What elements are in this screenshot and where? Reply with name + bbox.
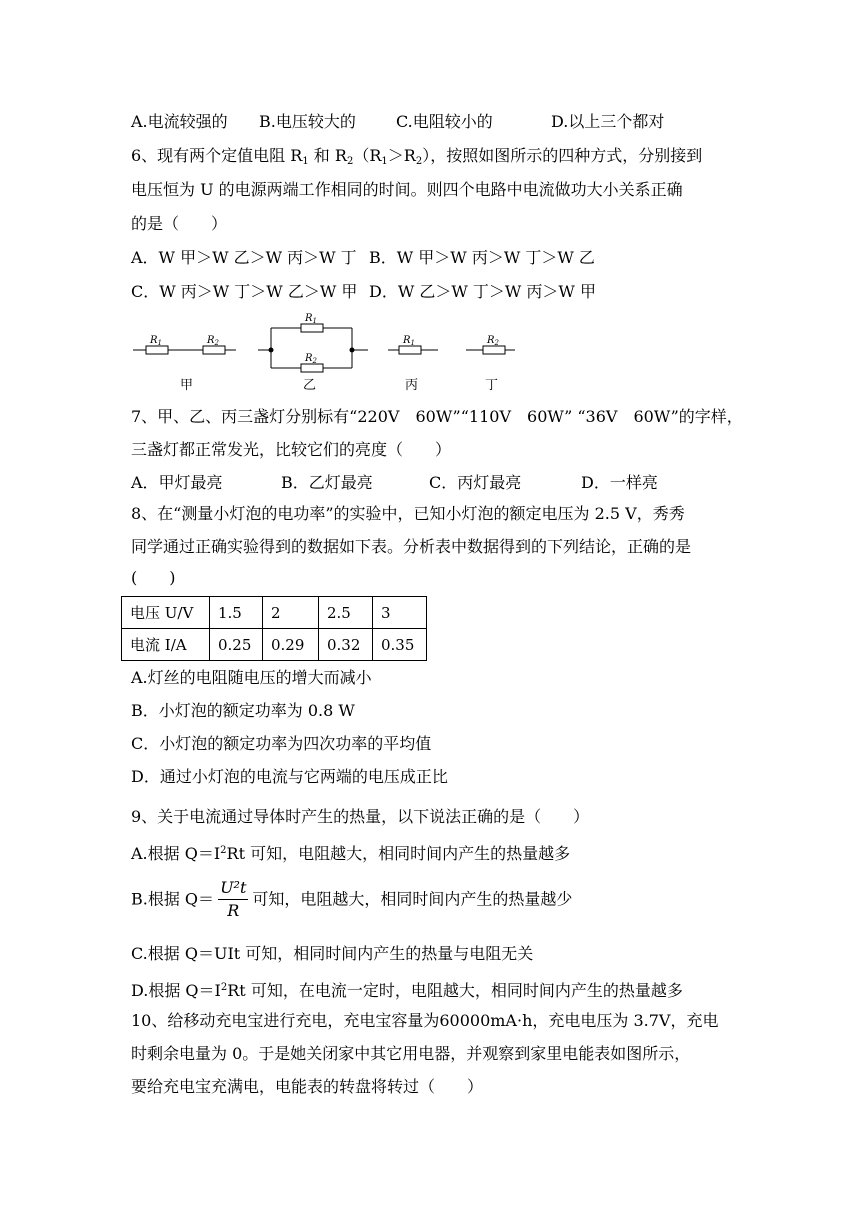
- q8-option-b: B．小灯泡的额定功率为 0.8 W: [131, 701, 355, 720]
- q7-option-d: D．一样亮: [581, 473, 658, 492]
- table-cell: 0.25: [210, 629, 263, 661]
- q9-option-b-post: 可知，电阻越大，相同时间内产生的热量越少: [252, 889, 573, 909]
- table-row: [122, 629, 427, 661]
- formula-fraction: [218, 877, 248, 922]
- q9-option-d-pre: D.根据 Q＝I: [131, 981, 221, 1000]
- q9-option-d: [131, 978, 683, 1001]
- q6-stem-line3: 的是（ ）: [131, 214, 228, 233]
- q6-text-c: （R: [353, 146, 382, 165]
- caption-jia: 甲: [180, 378, 194, 393]
- table-cell: 电流 I/A: [122, 629, 210, 661]
- q6-text-e: ），按照如图所示的四种方式，分别接到: [422, 146, 703, 165]
- data-table: [121, 596, 427, 661]
- q8-stem-line1: 8、在“测量小灯泡的电功率”的实验中，已知小灯泡的额定电压为 2.5 V，秀秀: [131, 504, 685, 523]
- table-cell: 2: [263, 597, 319, 629]
- label-r1-yi: $R_1$: [305, 313, 317, 325]
- q9-sup-2b: 2: [220, 982, 228, 993]
- q8-option-c: C．小灯泡的额定功率为四次功率的平均值: [131, 734, 432, 753]
- q9-option-b: [131, 877, 572, 922]
- q9-option-a: [131, 841, 570, 864]
- q6-text-a: 6、现有两个定值电阻 R: [131, 146, 303, 165]
- q6-sub-1: 1: [302, 156, 309, 167]
- table-cell: 3: [373, 597, 427, 629]
- q8-option-a: A.灯丝的电阻随电压的增大而减小: [131, 668, 372, 687]
- table-row: [122, 597, 427, 629]
- q7-option-a: A．甲灯最亮: [131, 473, 223, 492]
- q8-stem-line3: ( ): [131, 568, 176, 587]
- label-r1-bing: $R_1$: [403, 335, 415, 347]
- q9-option-a-pre: A.根据 Q＝I: [131, 844, 221, 863]
- q5-option-c: C.电阻较小的: [396, 112, 493, 131]
- q9-option-a-post: Rt 可知，电阻越大，相同时间内产生的热量越多: [226, 844, 571, 863]
- q10-stem-line3: 要给充电宝充满电，电能表的转盘将转过（ ）: [131, 1077, 484, 1096]
- q6-option-b: B．W 甲＞W 丙＞W 丁＞W 乙: [369, 248, 595, 267]
- q9-sup-2: 2: [220, 845, 227, 856]
- q7-stem-line1: 7、甲、乙、丙三盏灯分别标有“220V 60W”“110V 60W” “36V 60W”的字样，: [131, 407, 743, 426]
- label-r2-jia: $R_2$: [207, 335, 219, 347]
- q6-stem-line1: [131, 146, 702, 172]
- table-cell: 电压 U/V: [122, 597, 210, 629]
- q5-options: [131, 112, 665, 132]
- q6-sub-1b: 1: [381, 156, 388, 167]
- q6-text-b: 和 R: [308, 146, 347, 165]
- q5-option-b: B.电压较大的: [259, 112, 356, 131]
- q10-stem-line1: 10、给移动充电宝进行充电，充电宝容量为60000mA·h，充电电压为 3.7V，充电: [131, 1011, 719, 1030]
- q5-option-d: D.以上三个都对: [551, 112, 665, 131]
- table-cell: 0.29: [263, 629, 319, 661]
- fraction-numerator: U²t: [218, 877, 248, 900]
- label-r2-ding: $R_2$: [487, 335, 499, 347]
- q7-option-c: C．丙灯最亮: [429, 473, 522, 492]
- q6-sub-2b: 2: [415, 156, 423, 167]
- q7-stem-line2: 三盏灯都正常发光，比较它们的亮度（ ）: [131, 440, 452, 459]
- table-cell: 1.5: [210, 597, 263, 629]
- q10-stem-line2: 时剩余电量为 0。于是她关闭家中其它用电器，并观察到家里电能表如图所示，: [131, 1044, 691, 1063]
- table-cell: 0.32: [319, 629, 373, 661]
- q8-stem-line2: 同学通过正确实验得到的数据如下表。分析表中数据得到的下列结论，正确的是: [131, 537, 692, 556]
- q7-options: [131, 473, 658, 493]
- fraction-denominator: R: [227, 901, 240, 920]
- q8-option-d: D．通过小灯泡的电流与它两端的电压成正比: [131, 767, 448, 786]
- circuit-diagrams: [0, 310, 860, 390]
- q9-stem: 9、关于电流通过导体时产生的热量，以下说法正确的是（ ）: [131, 807, 590, 826]
- caption-bing: 丙: [405, 378, 419, 393]
- caption-ding: 丁: [485, 378, 499, 393]
- label-r2-yi: $R_2$: [305, 353, 317, 365]
- q9-option-b-pre: B.根据 Q＝: [131, 889, 215, 909]
- q6-option-c: C．W 丙＞W 丁＞W 乙＞W 甲: [131, 282, 358, 301]
- table-cell: 0.35: [373, 629, 427, 661]
- q6-option-d: D．W 乙＞W 丁＞W 丙＞W 甲: [369, 282, 596, 301]
- q9-option-d-post: Rt 可知，在电流一定时，电阻越大，相同时间内产生的热量越多: [227, 981, 683, 1000]
- q6-sub-2: 2: [346, 156, 354, 167]
- q6-text-d: ＞R: [387, 146, 416, 165]
- caption-yi: 乙: [303, 378, 317, 393]
- table-cell: 2.5: [319, 597, 373, 629]
- q6-option-a: A．W 甲＞W 乙＞W 丙＞W 丁: [131, 248, 357, 267]
- label-r1-jia: $R_1$: [150, 335, 162, 347]
- q6-stem-line2: 电压恒为 U 的电源两端工作相同的时间。则四个电路中电流做功大小关系正确: [131, 180, 683, 199]
- q9-option-c: C.根据 Q＝UIt 可知，相同时间内产生的热量与电阻无关: [131, 944, 534, 963]
- q5-option-a: A.电流较强的: [131, 112, 228, 131]
- q7-option-b: B．乙灯最亮: [281, 473, 373, 492]
